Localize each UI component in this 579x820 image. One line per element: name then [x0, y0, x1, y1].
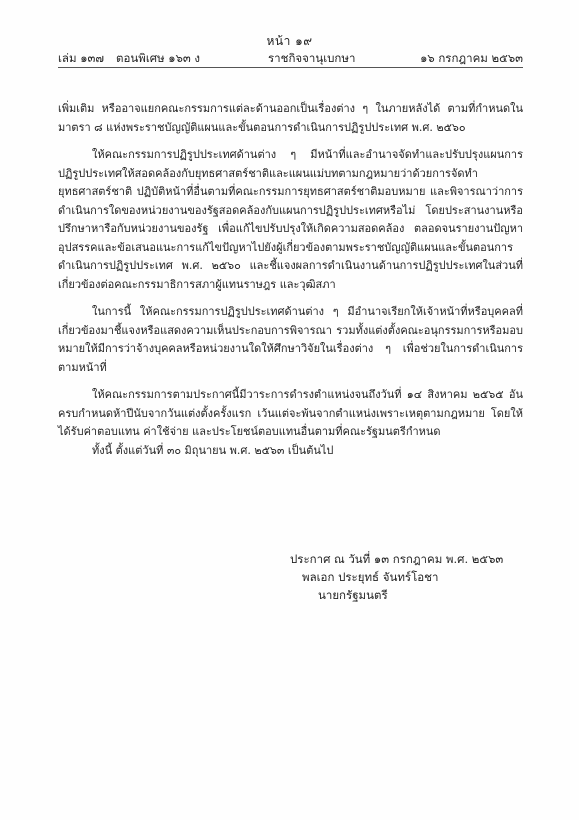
- header-issue: ตอนพิเศษ ๑๖๓ ง: [116, 51, 201, 65]
- paragraph-term: ให้คณะกรรมการตามประกาศนี้มีวาระการดำรงตำแหน่งจนถึงวันที่ ๑๔ สิงหาคม ๒๕๖๕ อันครบกำหนดห้าปีนับจากวันแต่งตั้งครั้งแรก เว้นแต่จะพ้นจากตำแหน่งเพราะเหตุตามกฎหมาย โดยให้ได้รับค่าตอบแทน ค่าใช้จ่าย และประโยชน์ตอบแทนอื่นตามที่คณะรัฐมนตรีกำหนด: [58, 388, 523, 438]
- page-number: หน้า ๑๙: [266, 34, 313, 48]
- header-gazette-name: ราชกิจจานุเบกษา: [268, 51, 356, 65]
- paragraph-effective-date: ทั้งนี้ ตั้งแต่วันที่ ๓๐ มิถุนายน พ.ศ. ๒๕๖๓ เป็นต้นไป: [92, 443, 334, 457]
- document-body: [58, 100, 523, 469]
- header-divider: [58, 67, 523, 68]
- paragraph-continuation: เพิ่มเติม หรืออาจแยกคณะกรรมการแต่ละด้านออกเป็นเรื่องต่าง ๆ ในภายหลังได้ ตามที่กำหนดในมาตรา ๘ แห่งพระราชบัญญัติแผนและขั้นตอนการดำเนินการปฏิรูปประเทศ พ.ศ. ๒๕๖๐: [58, 102, 523, 134]
- header-date: ๑๖ กรกฎาคม ๒๕๖๓: [420, 51, 523, 65]
- signatory-name: พลเอก ประยุทธ์ จันทร์โอชา: [302, 570, 439, 584]
- header-volume: เล่ม ๑๓๗: [58, 51, 105, 65]
- paragraph-powers: ในการนี้ ให้คณะกรรมการปฏิรูปประเทศด้านต่าง ๆ มีอำนาจเรียกให้เจ้าหน้าที่หรือบุคคลที่เกี่ยวข้องมาชี้แจงหรือแสดงความเห็นประกอบการพิจารณา รวมทั้งแต่งตั้งคณะอนุกรรมการหรือมอบหมายให้มีการว่าจ้างบุคคลหรือหน่วยงานใดให้ศึกษาวิจัยในเรื่องต่าง ๆ เพื่อช่วยในการดำเนินการตามหน้าที่: [58, 305, 523, 374]
- gazette-header: [58, 50, 523, 66]
- signatory-title: นายกรัฐมนตรี: [318, 588, 388, 602]
- announcement-date: ประกาศ ณ วันที่ ๑๓ กรกฎาคม พ.ศ. ๒๕๖๓: [290, 552, 504, 566]
- paragraph-duties: ให้คณะกรรมการปฏิรูปประเทศด้านต่าง ๆ มีหน้าที่และอำนาจจัดทำและปรับปรุงแผนการปฏิรูปประเทศให้สอดคล้องกับยุทธศาสตร์ชาติและแผนแม่บทตามกฎหมายว่าด้วยการจัดทำยุทธศาสตร์ชาติ ปฏิบัติหน้าที่อื่นตามที่คณะกรรมการยุทธศาสตร์ชาติมอบหมาย และพิจารณาว่าการดำเนินการใดของหน่วยงานของรัฐสอดคล้องกับแผนการปฏิรูปประเทศหรือไม่ โดยประสานงานหรือปรึกษาหารือกับหน่วยงานของรัฐ เพื่อแก้ไขปรับปรุงให้เกิดความสอดคล้อง ตลอดจนรายงานปัญหา อุปสรรคและข้อเสนอแนะการแก้ไขปัญหาไปยังผู้เกี่ยวข้องตามพระราชบัญญัติแผนและขั้นตอนการดำเนินการปฏิรูปประเทศ พ.ศ. ๒๕๖๐ และชี้แจงผลการดำเนินงานด้านการปฏิรูปประเทศในส่วนที่เกี่ยวข้องต่อคณะกรรมาธิการสภาผู้แทนราษฎร และวุฒิสภา: [58, 148, 523, 291]
